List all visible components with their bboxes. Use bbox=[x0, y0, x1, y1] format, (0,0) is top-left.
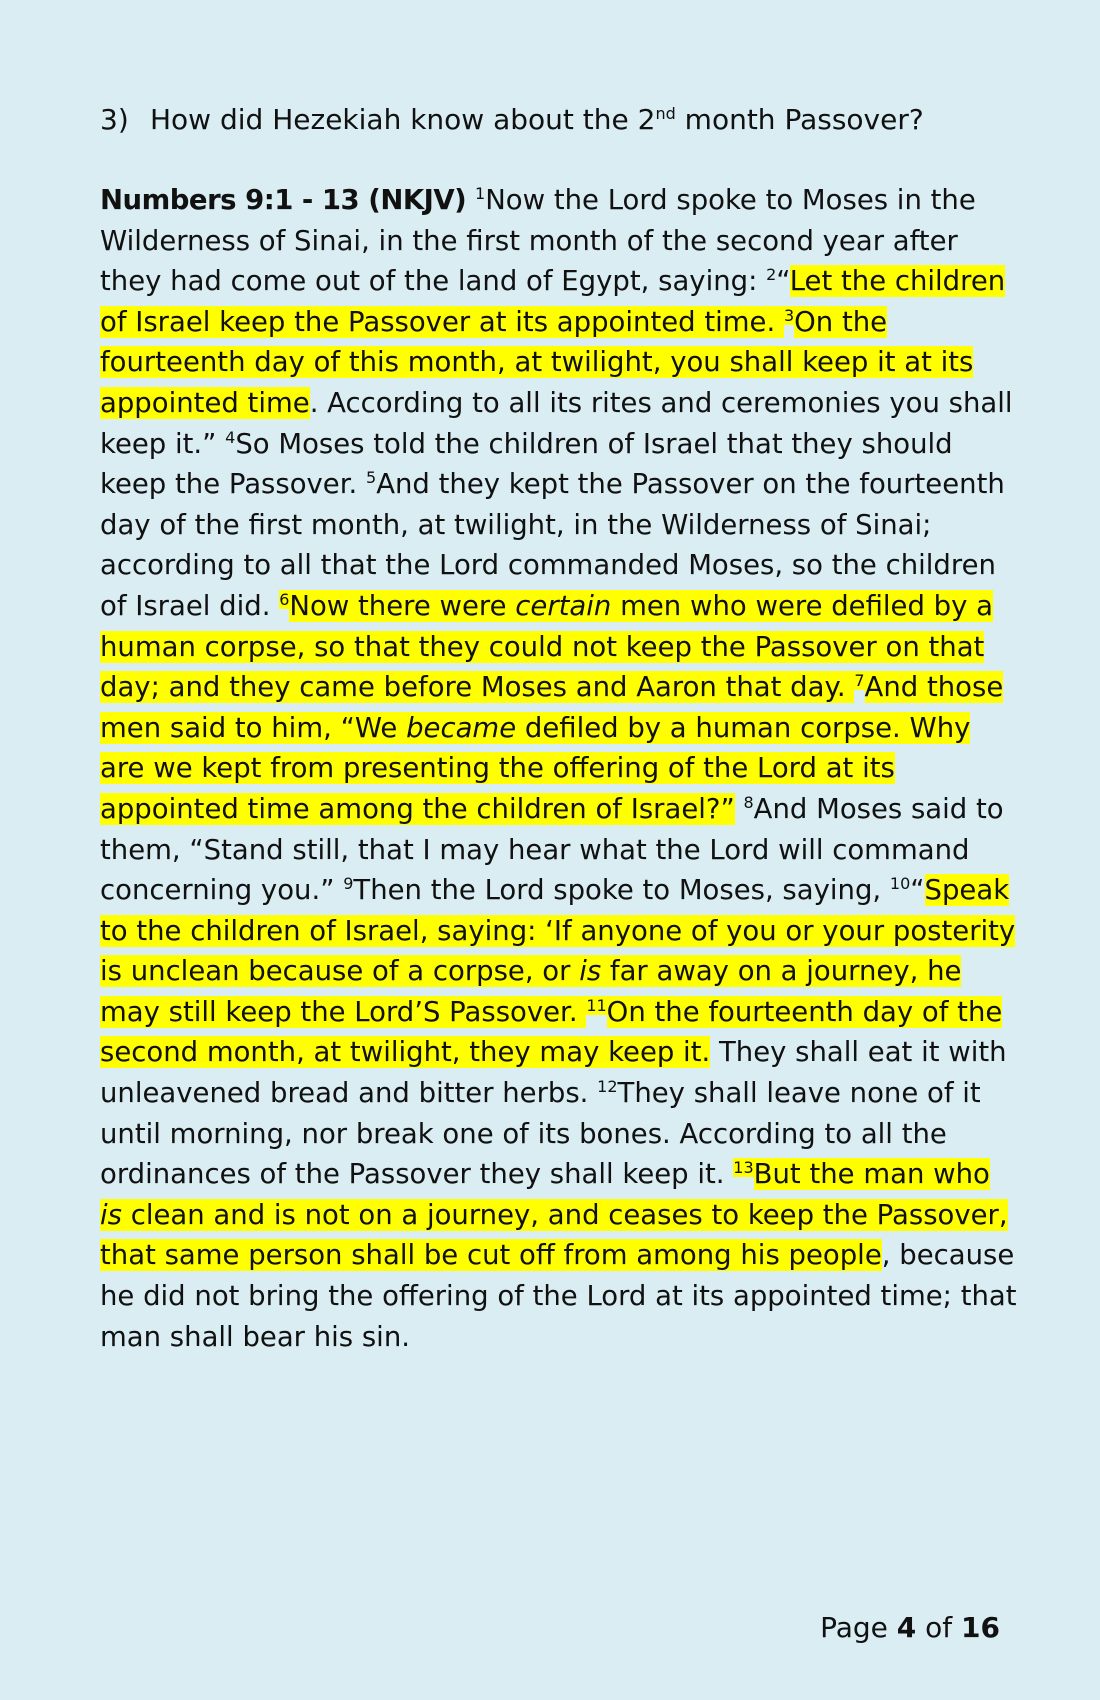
highlighted-text: men who were defiled by a human corpse, so that they could not keep the Passover on that day; and they came before Moses and Aaron that day. bbox=[100, 589, 994, 704]
question-number: 3) bbox=[100, 103, 129, 136]
question-heading bbox=[100, 100, 1020, 140]
verse-number: 10 bbox=[889, 874, 911, 894]
verse-text: Now the Lord spoke to Moses in the Wilderness of Sinai, in the first month of the second year after they had come out of the land of Egypt, saying: bbox=[100, 184, 976, 298]
verse-text: “ bbox=[910, 874, 925, 907]
verse-number: 7 bbox=[854, 671, 865, 691]
highlighted-text: defiled by a human corpse. Why are we kept from presenting the offering of the Lord at its appointed time among the children of Israel?” bbox=[100, 711, 971, 825]
highlighted-text: Speak to the children of Israel, saying: ‘If anyone of you or your posterity is unclean because of a corpse, or bbox=[100, 874, 1016, 988]
verse-text: They shall eat it with unleavened bread and bitter herbs. bbox=[100, 1036, 1007, 1110]
question-text-end: month Passover? bbox=[675, 103, 924, 136]
question-text: How did Hezekiah know about the 2 bbox=[150, 103, 656, 136]
highlighted-text: Let the children of Israel keep the Passover at its appointed time. bbox=[100, 265, 1006, 338]
italic-text: is bbox=[579, 955, 602, 988]
verse-text: And Moses said to them, “Stand still, that I may hear what the Lord will command concerning you.” bbox=[100, 792, 1004, 907]
verse-number: 8 bbox=[743, 792, 754, 812]
total-pages: 16 bbox=[961, 1611, 1000, 1644]
verse-number: 2 bbox=[766, 265, 777, 285]
verse-text: So Moses told the children of Israel that they should keep the Passover. bbox=[100, 427, 953, 501]
verse-text: , because he did not bring the offering of the Lord at its appointed time; that man shall bear his sin. bbox=[100, 1239, 1017, 1353]
verse-text: Then the Lord spoke to Moses, saying, bbox=[353, 874, 890, 907]
verse-number: 4 bbox=[225, 427, 236, 447]
verse-number: 6 bbox=[279, 589, 290, 609]
verse-text: And they kept the Passover on the fourteenth day of the first month, at twilight, in the Wilderness of Sinai; according to all that the Lord commanded Moses, so the children of Israel did. bbox=[100, 468, 1005, 622]
question-ordinal-suffix: nd bbox=[655, 104, 676, 123]
verse-number: 1 bbox=[475, 184, 486, 203]
page-of-label: of bbox=[916, 1611, 962, 1644]
italic-text: is bbox=[100, 1198, 122, 1231]
verse-number: 11 bbox=[586, 995, 607, 1015]
highlighted-text: far away on a journey, he may still keep the Lord’S Passover. bbox=[100, 955, 962, 1028]
scripture-reference: Numbers 9:1 - 13 (NKJV) bbox=[100, 184, 467, 216]
highlighted-text: On the fourteenth day of this month, at twilight, you shall keep it at its appointed time bbox=[100, 305, 974, 419]
verse-number: 12 bbox=[597, 1077, 618, 1097]
highlighted-text: Now there were bbox=[289, 589, 516, 622]
scripture-passage bbox=[100, 180, 1020, 1357]
verse-number: 13 bbox=[733, 1158, 754, 1178]
verse-number: 5 bbox=[366, 468, 377, 488]
highlighted-text: But the man who bbox=[753, 1158, 990, 1191]
verse-number: 3 bbox=[783, 305, 795, 325]
verse-number: 9 bbox=[343, 874, 354, 894]
page-label: Page bbox=[820, 1611, 897, 1644]
page-number bbox=[600, 1608, 1000, 1648]
highlighted-text: clean and is not on a journey, and ceases to keep the Passover, that same person shall be cut off from among his people bbox=[100, 1198, 1008, 1272]
highlighted-text: And those men said to him, “We bbox=[100, 671, 1004, 744]
highlighted-text: On the fourteenth day of the second month, at twilight, they may keep it. bbox=[100, 995, 1003, 1069]
italic-text: became bbox=[406, 711, 517, 744]
current-page: 4 bbox=[896, 1611, 917, 1644]
verse-text: . According to all its rites and ceremonies you shall keep it.” bbox=[100, 386, 1013, 460]
verse-text: They shall leave none of it until morning, nor break one of its bones. According to all the ordinances of the Passover they shall keep it. bbox=[100, 1077, 981, 1191]
verse-text: “ bbox=[776, 265, 790, 298]
italic-text: certain bbox=[515, 589, 612, 622]
